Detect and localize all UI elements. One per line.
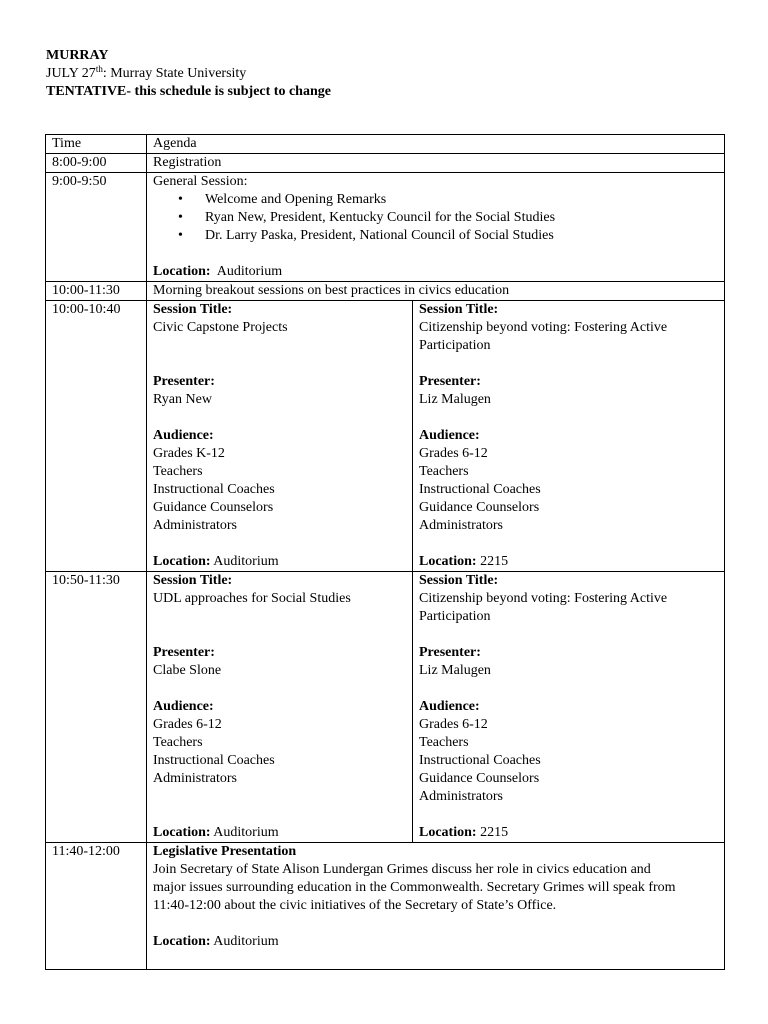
session-title-label: Session Title:	[153, 302, 233, 317]
audience-item: Administrators	[153, 771, 237, 786]
audience-item: Instructional Coaches	[419, 753, 541, 768]
time-cell: 10:00-11:30	[46, 282, 147, 301]
audience-item: Guidance Counselors	[153, 500, 274, 515]
list-item: • Ryan New, President, Kentucky Council for the Social Studies	[205, 209, 718, 227]
presenter-name: Ryan New	[153, 392, 212, 407]
audience-item: Instructional Coaches	[153, 482, 275, 497]
session-cell	[413, 301, 725, 572]
time-column-header: Time	[46, 135, 147, 154]
presenter-label: Presenter:	[153, 645, 215, 660]
audience-item: Teachers	[153, 735, 203, 750]
table-row	[46, 282, 725, 301]
location-line: Location: Auditorium	[153, 825, 279, 840]
audience-item: Guidance Counselors	[419, 771, 540, 786]
agenda-column-header: Agenda	[147, 135, 725, 154]
list-item: • Welcome and Opening Remarks	[205, 191, 718, 209]
session-title-label: Session Title:	[153, 573, 233, 588]
session-title-label: Session Title:	[419, 302, 499, 317]
time-cell: 10:00-10:40	[46, 301, 147, 572]
presenter-name: Liz Malugen	[419, 663, 491, 678]
time-cell: 8:00-9:00	[46, 154, 147, 173]
location-line: Location: Auditorium	[153, 264, 283, 279]
session-cell	[147, 301, 413, 572]
presenter-name: Clabe Slone	[153, 663, 222, 678]
session-title-label: Session Title:	[419, 573, 499, 588]
audience-item: Teachers	[153, 464, 203, 479]
table-row	[46, 154, 725, 173]
legislative-text-line: Join Secretary of State Alison Lundergan Grimes discuss her role in civics education and	[153, 862, 651, 877]
schedule-table	[45, 134, 725, 970]
date-ordinal: th	[95, 64, 103, 74]
audience-item: Teachers	[419, 735, 469, 750]
location-line: Location: 2215	[419, 554, 509, 569]
agenda-cell: Registration	[147, 154, 725, 173]
table-row	[46, 301, 725, 572]
audience-item: Instructional Coaches	[153, 753, 275, 768]
time-cell: 9:00-9:50	[46, 173, 147, 282]
time-cell: 10:50-11:30	[46, 572, 147, 843]
agenda-cell: Morning breakout sessions on best practices in civics education	[147, 282, 725, 301]
audience-item: Administrators	[419, 518, 503, 533]
audience-label: Audience:	[419, 699, 480, 714]
legislative-title: Legislative Presentation	[153, 844, 297, 859]
legislative-text-line: major issues surrounding education in the Commonwealth. Secretary Grimes will speak from	[153, 880, 676, 895]
session-cell	[413, 572, 725, 843]
event-date: JULY 27th: Murray State University	[46, 64, 247, 81]
presenter-label: Presenter:	[419, 374, 481, 389]
table-row	[46, 173, 725, 282]
session-title: Civic Capstone Projects	[153, 320, 288, 335]
session-title: UDL approaches for Social Studies	[153, 591, 351, 606]
location-line: Location: Auditorium	[153, 934, 279, 949]
audience-item: Administrators	[419, 789, 503, 804]
audience-item: Instructional Coaches	[419, 482, 541, 497]
audience-item: Grades 6-12	[419, 446, 488, 461]
tentative-notice: TENTATIVE- this schedule is subject to change	[46, 84, 331, 99]
audience-item: Teachers	[419, 464, 469, 479]
table-header-row	[46, 135, 725, 154]
audience-item: Administrators	[153, 518, 237, 533]
session-cell	[147, 572, 413, 843]
audience-label: Audience:	[419, 428, 480, 443]
document-header	[46, 47, 331, 101]
session-title: Citizenship beyond voting: Fostering Active Participation	[419, 320, 668, 353]
presenter-label: Presenter:	[153, 374, 215, 389]
location-line: Location: 2215	[419, 825, 509, 840]
presenter-name: Liz Malugen	[419, 392, 491, 407]
audience-item: Grades 6-12	[419, 717, 488, 732]
time-cell: 11:40-12:00	[46, 843, 147, 970]
audience-item: Guidance Counselors	[419, 500, 540, 515]
audience-item: Grades 6-12	[153, 717, 222, 732]
general-session-cell	[147, 173, 725, 282]
location-line: Location: Auditorium	[153, 554, 279, 569]
audience-item: Grades K-12	[153, 446, 225, 461]
legislative-cell	[147, 843, 725, 970]
table-row	[46, 843, 725, 970]
audience-label: Audience:	[153, 428, 214, 443]
general-session-bullets	[153, 191, 718, 245]
location-name: MURRAY	[46, 48, 109, 63]
general-session-title: General Session:	[153, 174, 248, 189]
presenter-label: Presenter:	[419, 645, 481, 660]
table-row	[46, 572, 725, 843]
session-title: Citizenship beyond voting: Fostering Active Participation	[419, 591, 668, 624]
audience-label: Audience:	[153, 699, 214, 714]
list-item: • Dr. Larry Paska, President, National Council of Social Studies	[205, 227, 718, 245]
legislative-text-line: 11:40-12:00 about the civic initiatives of the Secretary of State’s Office.	[153, 898, 557, 913]
